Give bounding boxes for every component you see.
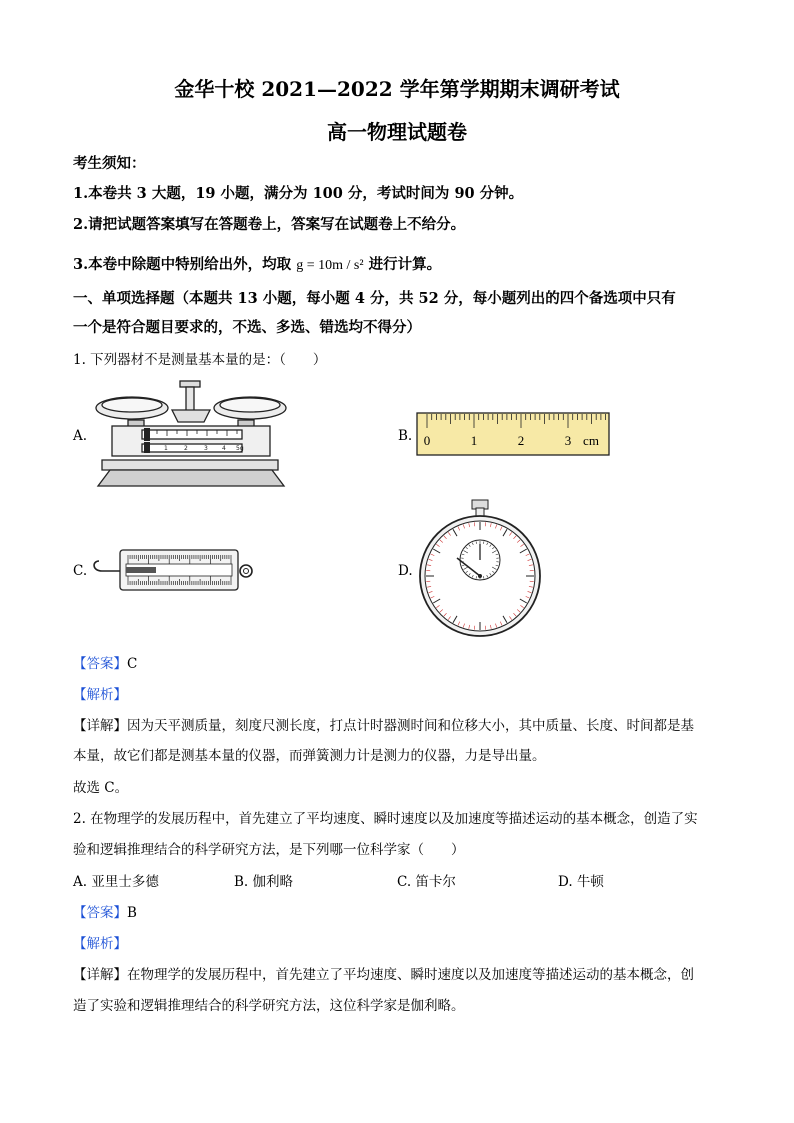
notice-heading: 考生须知： [73, 155, 146, 172]
spring-scale-image [90, 547, 262, 593]
q2-option-a: A. 亚里士多德 [73, 874, 159, 890]
answer-value: C [127, 656, 138, 672]
q2-option-b: B. 伽利略 [234, 874, 294, 890]
q1-option-a-label: A. [73, 428, 88, 444]
gravity-formula: g = 10m / s² [296, 258, 364, 273]
ruler-label-2: 2 [517, 433, 525, 448]
q1-detail-line1 [73, 714, 694, 734]
notice-item-1: 1.本卷共 3 大题，19 小题，满分为 100 分，考试时间为 90 分钟。 [73, 185, 524, 202]
answer-value: B [127, 905, 137, 921]
q1-option-b-label: B. [398, 428, 413, 444]
svg-text:3: 3 [204, 445, 208, 452]
q2-answer [73, 901, 137, 921]
q2-stem-line1: 2. 在物理学的发展历程中，首先建立了平均速度、瞬时速度以及加速度等描述运动的基本概念，创造了实 [73, 811, 698, 827]
answer-tag: 【答案】 [73, 905, 127, 921]
notice-item-2: 2.请把试题答案填写在答题卷上，答案写在试题卷上不给分。 [73, 216, 466, 233]
detail-tag: 【详解】 [73, 967, 127, 983]
q2-option-d: D. 牛顿 [558, 874, 604, 890]
q1-option-c-label: C. [73, 563, 88, 579]
q1-conclusion: 故选 C。 [73, 780, 129, 796]
svg-text:0: 0 [144, 445, 148, 452]
ruler-label-1: 1 [470, 433, 478, 448]
ruler-label-cm: cm [583, 433, 599, 448]
svg-text:4: 4 [222, 445, 226, 452]
stopwatch-image [417, 498, 543, 638]
detail-tag: 【详解】 [73, 718, 127, 734]
notice-item-3 [73, 253, 441, 274]
svg-text:2: 2 [184, 445, 188, 452]
q2-analysis-tag: 【解析】 [73, 936, 127, 952]
q2-option-c: C. 笛卡尔 [397, 874, 456, 890]
svg-text:5g: 5g [236, 445, 244, 452]
notice-item-3-suffix: 进行计算。 [368, 256, 442, 273]
q2-stem-line2: 验和逻辑推理结合的科学研究方法，是下列哪一位科学家（ ） [73, 842, 465, 858]
q1-option-d-label: D. [398, 563, 413, 579]
q1-stem: 1. 下列器材不是测量基本量的是：（ ） [73, 352, 327, 368]
q2-detail-line2: 造了实验和逻辑推理结合的科学研究方法，这位科学家是伽利略。 [73, 998, 465, 1014]
svg-text:1: 1 [164, 445, 168, 452]
answer-tag: 【答案】 [73, 656, 127, 672]
q2-detail-line1 [73, 963, 694, 983]
ruler-label-3: 3 [564, 433, 572, 448]
section1-line1: 一、单项选择题（本题共 13 小题，每小题 4 分，共 52 分，每小题列出的四个备选项中只有 [73, 290, 676, 307]
page-title: 金华十校 2021—2022 学年第学期期末调研考试 [174, 77, 620, 101]
ruler-label-0: 0 [423, 433, 431, 448]
notice-item-3-prefix: 3.本卷中除题中特别给出外，均取 [73, 256, 292, 273]
q1-answer [73, 652, 137, 672]
q1-analysis-tag: 【解析】 [73, 687, 127, 703]
detail-text: 因为天平测质量，刻度尺测长度，打点计时器测时间和位移大小，其中质量、长度、时间都是基 [127, 718, 694, 734]
detail-text: 在物理学的发展历程中，首先建立了平均速度、瞬时速度以及加速度等描述运动的基本概念，创 [127, 967, 694, 983]
page-subtitle: 高一物理试题卷 [327, 120, 467, 144]
q1-detail-line2: 本量，故它们都是测基本量的仪器，而弹簧测力计是测力的仪器，力是导出量。 [73, 748, 546, 764]
section1-line2: 一个是符合题目要求的，不选、多选、错选均不得分） [73, 319, 421, 336]
ruler-image [416, 412, 610, 456]
balance-scale-image [92, 378, 288, 492]
